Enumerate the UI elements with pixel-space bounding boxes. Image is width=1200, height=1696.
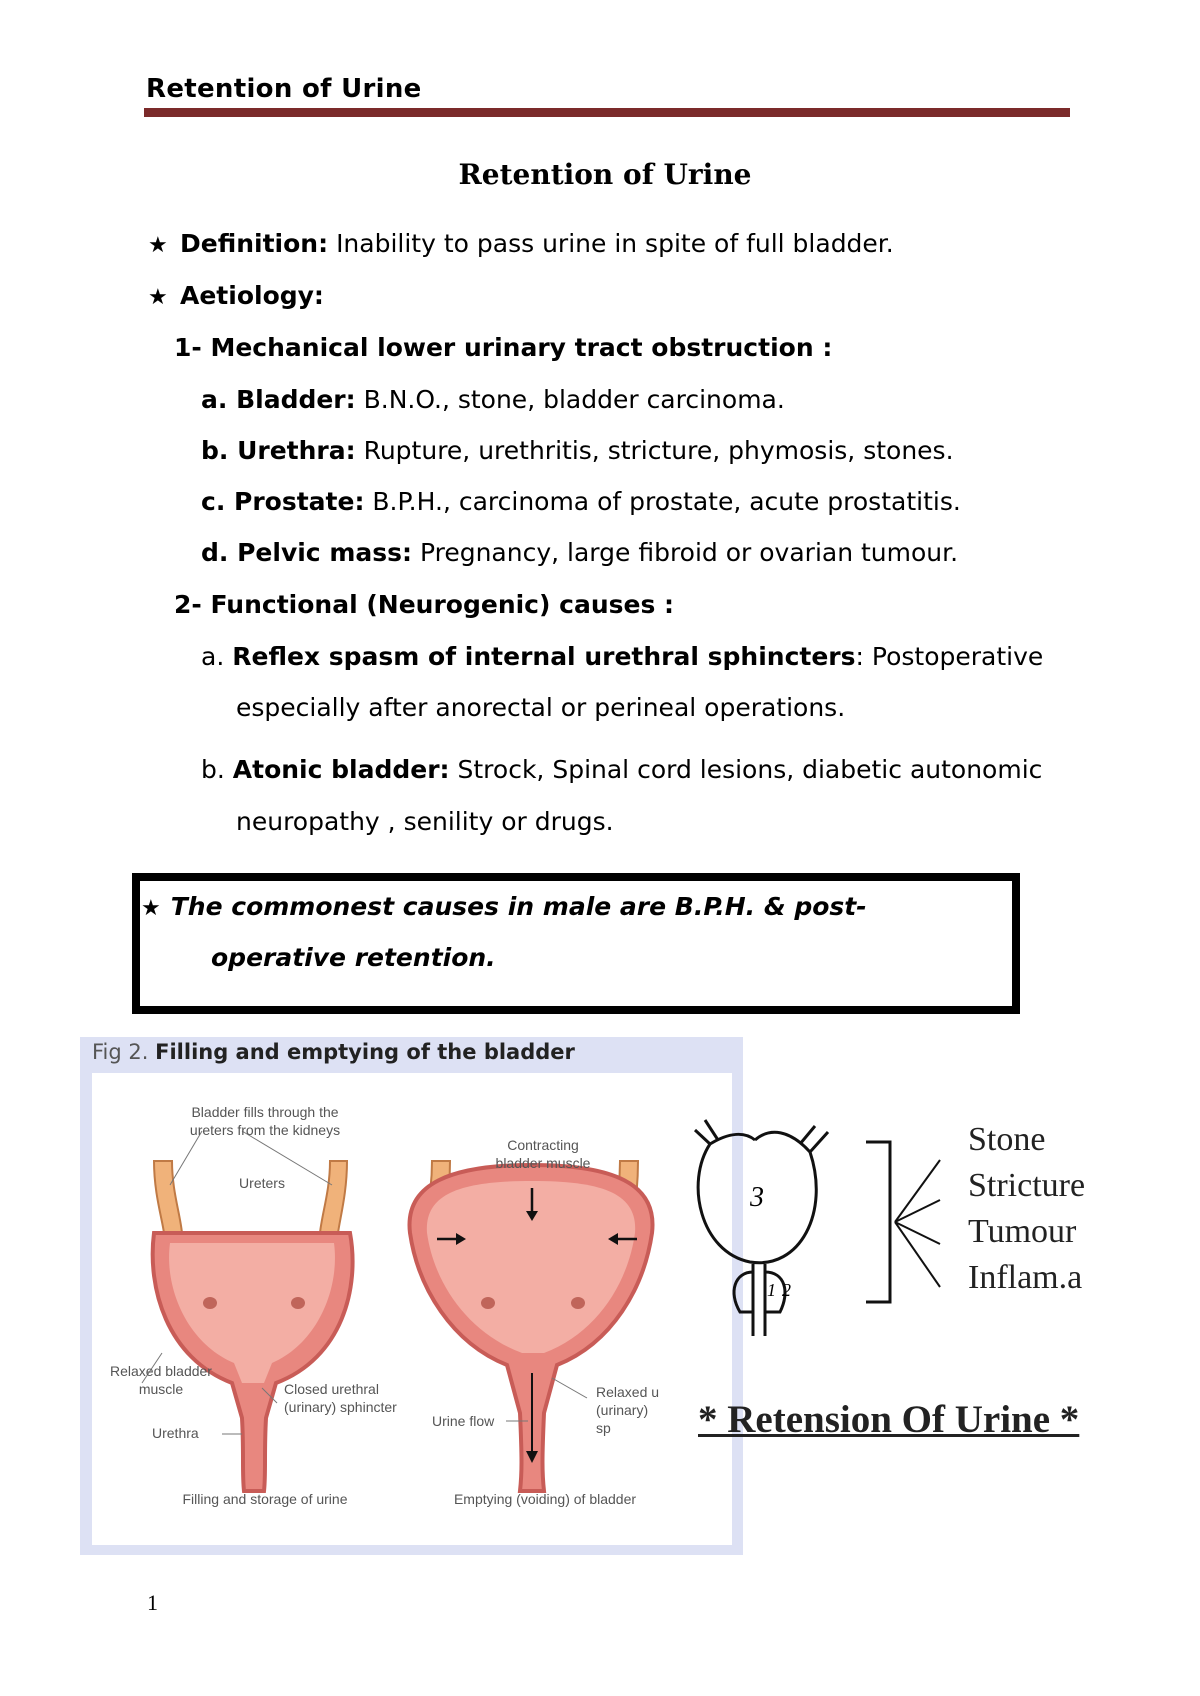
definition-text: Inability to pass urine in spite of full bladder. (336, 229, 894, 258)
label-contracting-muscle: Contracting bladder muscle (495, 1137, 591, 1171)
page-number: 1 (147, 1590, 158, 1615)
functional-heading-text: 2- Functional (Neurogenic) causes : (174, 590, 675, 619)
star-bullet-icon: ★ (148, 233, 168, 258)
header-rule (144, 108, 1070, 117)
figure-caption-title: Filling and emptying of the bladder (155, 1040, 575, 1064)
bladder-illustration (92, 1073, 732, 1545)
item-prefix: a. (201, 642, 225, 671)
mechanical-heading (174, 333, 832, 362)
functional-item-continuation: neuropathy , senility or drugs. (236, 807, 614, 836)
sketch-number-urethra: 1 (767, 1280, 776, 1300)
cause-inflammation: Inflam.a (968, 1259, 1083, 1296)
item-label: a. Bladder: (201, 385, 356, 414)
aetiology-label: Aetiology: (180, 281, 324, 310)
functional-heading (174, 590, 674, 619)
sketch-number-prostate: 2 (782, 1280, 791, 1300)
aetiology-line (148, 281, 324, 310)
item-label: d. Pelvic mass: (201, 538, 413, 567)
mechanical-item (201, 436, 954, 465)
mechanical-item (201, 487, 961, 516)
item-text: : Postoperative (855, 642, 1044, 671)
item-text: B.N.O., stone, bladder carcinoma. (363, 385, 785, 414)
label-relaxed-bladder-muscle: Relaxed bladder muscle (110, 1363, 212, 1397)
item-label: Atonic bladder: (232, 755, 450, 784)
callout-line-1 (141, 892, 867, 921)
item-text: Pregnancy, large fibroid or ovarian tumour. (419, 538, 959, 567)
mechanical-item (201, 538, 958, 567)
cause-stone: Stone (968, 1121, 1046, 1158)
item-text: Rupture, urethritis, stricture, phymosis, stones. (363, 436, 954, 465)
item-prefix: b. (201, 755, 225, 784)
item-label: c. Prostate: (201, 487, 365, 516)
item-text: B.P.H., carcinoma of prostate, acute prostatitis. (372, 487, 961, 516)
functional-item (201, 642, 1043, 671)
label-closed-sphincter: Closed urethral (urinary) sphincter (284, 1381, 397, 1415)
callout-text-1: The commonest causes in male are B.P.H. & post- (170, 892, 867, 921)
retention-sketch (690, 1112, 970, 1342)
label-emptying-voiding: Emptying (voiding) of bladder (453, 1491, 637, 1507)
cause-stricture: Stricture (968, 1167, 1086, 1204)
running-header-title: Retention of Urine (146, 74, 422, 104)
mechanical-heading-text: 1- Mechanical lower urinary tract obstruction : (174, 333, 833, 362)
label-relaxed-urethral: Relaxed u (urinary) sp (596, 1384, 660, 1436)
star-bullet-icon: ★ (148, 285, 168, 310)
star-bullet-icon: ★ (141, 896, 161, 921)
mechanical-item (201, 385, 785, 414)
label-urine-flow: Urine flow (432, 1413, 495, 1429)
item-label: b. Urethra: (201, 436, 356, 465)
definition-label: Definition: (180, 229, 329, 258)
sketch-number-bladder: 3 (750, 1182, 764, 1213)
figure-caption-prefix: Fig 2. (92, 1040, 149, 1064)
label-urethra: Urethra (152, 1425, 199, 1441)
cause-tumour: Tumour (968, 1213, 1077, 1250)
emptying-bladder (409, 1161, 652, 1491)
item-text: Strock, Spinal cord lesions, diabetic autonomic (457, 755, 1043, 784)
item-label: Reflex spasm of internal urethral sphincters (232, 642, 856, 671)
page-title: Retention of Urine (458, 158, 752, 191)
callout-line-2: operative retention. (211, 943, 496, 972)
functional-item-continuation: especially after anorectal or perineal operations. (236, 693, 846, 722)
label-ureters: Ureters (239, 1175, 285, 1191)
label-bladder-fills: Bladder fills through the ureters from the kidneys (189, 1104, 341, 1138)
figure-caption (92, 1040, 575, 1064)
definition-line (148, 229, 894, 258)
label-filling-storage: Filling and storage of urine (182, 1491, 348, 1507)
functional-item (201, 755, 1042, 784)
sketch-title: * Retension Of Urine * (698, 1398, 1080, 1441)
